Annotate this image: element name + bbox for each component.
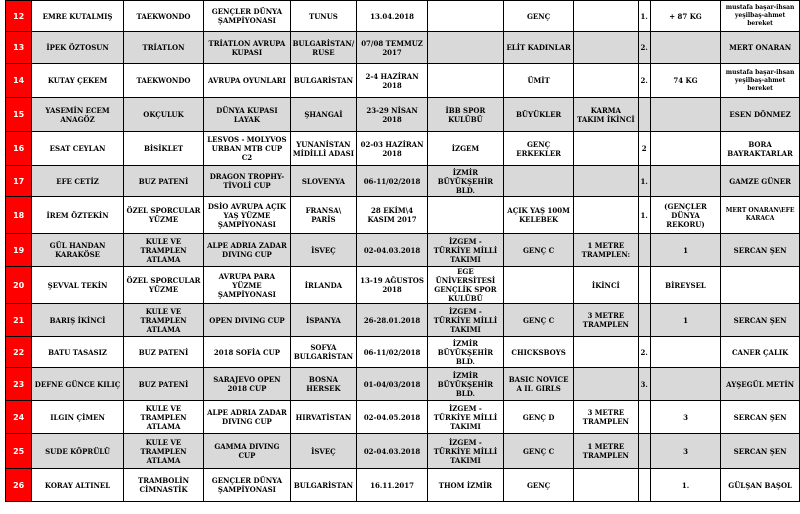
event-type-cell <box>574 32 638 64</box>
rank-cell: 2. <box>638 64 650 98</box>
rank-cell <box>638 401 650 434</box>
club-name-cell <box>427 32 503 64</box>
athlete-name-cell: KORAY ALTINEL <box>32 469 123 502</box>
row-number-cell: 25 <box>6 434 32 469</box>
coach-name-cell: AYŞEGÜL METİN <box>721 368 800 401</box>
sport-branch-cell: TRİATLON <box>123 32 204 64</box>
sport-branch-cell: BUZ PATENİ <box>123 166 204 197</box>
category-cell: GENÇ C <box>503 234 573 267</box>
event-date-cell: 23-29 NİSAN 2018 <box>357 98 428 132</box>
row-number-cell: 26 <box>6 469 32 502</box>
event-date-cell: 02-03 HAZİRAN 2018 <box>357 132 428 166</box>
coach-name-cell: mustafa başar-ihsan yeşilbaş-ahmet bereket <box>721 1 800 32</box>
row-number-cell: 15 <box>6 98 32 132</box>
row-number-cell: 13 <box>6 32 32 64</box>
extra-info-cell <box>650 337 720 368</box>
sport-branch-cell: KULE VE TRAMPLEN ATLAMA <box>123 304 204 337</box>
event-name-cell: GENÇLER DÜNYA ŞAMPİYONASI <box>204 1 290 32</box>
table-row <box>6 267 800 304</box>
row-number-cell: 24 <box>6 401 32 434</box>
event-type-cell: 1 METRE TRAMPLEN: <box>574 234 638 267</box>
category-cell: GENÇ <box>503 1 573 32</box>
event-location-cell: BOSNA HERSEK <box>290 368 357 401</box>
coach-name-cell: GÜLŞAN BAŞOL <box>721 469 800 502</box>
category-cell: ELİT KADINLAR <box>503 32 573 64</box>
rank-cell <box>638 434 650 469</box>
sport-branch-cell: KULE VE TRAMPLEN ATLAMA <box>123 234 204 267</box>
rank-cell: 1. <box>638 1 650 32</box>
event-type-cell <box>574 197 638 234</box>
event-name-cell: SARAJEVO OPEN 2018 CUP <box>204 368 290 401</box>
event-location-cell: İSVEÇ <box>290 434 357 469</box>
row-number-cell: 20 <box>6 267 32 304</box>
event-location-cell: FRANSA\ PARİS <box>290 197 357 234</box>
results-table <box>5 0 800 502</box>
event-location-cell: İSVEÇ <box>290 234 357 267</box>
event-name-cell: GAMMA DIVING CUP <box>204 434 290 469</box>
table-row <box>6 197 800 234</box>
athlete-name-cell: ILGIN ÇİMEN <box>32 401 123 434</box>
event-type-cell: 3 METRE TRAMPLEN <box>574 401 638 434</box>
event-date-cell: 02-04.03.2018 <box>357 234 428 267</box>
row-number-cell: 21 <box>6 304 32 337</box>
rank-cell: 1. <box>638 166 650 197</box>
club-name-cell: EGE ÜNİVERSİTESİ GENÇLİK SPOR KULÜBÜ <box>427 267 503 304</box>
sport-branch-cell: TRAMBOLİN CİMNASTİK <box>123 469 204 502</box>
club-name-cell: İZGEM - TÜRKİYE MİLLİ TAKIMI <box>427 434 503 469</box>
event-name-cell: OPEN DIVING CUP <box>204 304 290 337</box>
extra-info-cell <box>650 98 720 132</box>
sport-branch-cell: KULE VE TRAMPLEN ATLAMA <box>123 434 204 469</box>
rank-cell <box>638 304 650 337</box>
event-date-cell: 16.11.2017 <box>357 469 428 502</box>
coach-name-cell: SERCAN ŞEN <box>721 234 800 267</box>
event-name-cell: AVRUPA PARA YÜZME ŞAMPİYONASI <box>204 267 290 304</box>
coach-name-cell: ESEN DÖNMEZ <box>721 98 800 132</box>
sport-branch-cell: BUZ PATENİ <box>123 368 204 401</box>
event-date-cell: 01-04/03/2018 <box>357 368 428 401</box>
coach-name-cell: mustafa başar-ihsan yeşilbaş-ahmet bereket <box>721 64 800 98</box>
athlete-name-cell: BATU TASASIZ <box>32 337 123 368</box>
event-location-cell: TUNUS <box>290 1 357 32</box>
rank-cell <box>638 234 650 267</box>
table-row <box>6 1 800 32</box>
table-row <box>6 64 800 98</box>
event-location-cell: YUNANİSTAN MİDİLLİ ADASI <box>290 132 357 166</box>
category-cell: GENÇ ERKEKLER <box>503 132 573 166</box>
club-name-cell <box>427 64 503 98</box>
extra-info-cell: (GENÇLER DÜNYA REKORU) <box>650 197 720 234</box>
table-row <box>6 337 800 368</box>
event-type-cell <box>574 469 638 502</box>
table-row <box>6 98 800 132</box>
event-date-cell: 06-11/02/2018 <box>357 337 428 368</box>
event-location-cell: ŞHANGAİ <box>290 98 357 132</box>
coach-name-cell: GAMZE GÜNER <box>721 166 800 197</box>
row-number-cell: 17 <box>6 166 32 197</box>
row-number-cell: 16 <box>6 132 32 166</box>
event-location-cell: HIRVATİSTAN <box>290 401 357 434</box>
event-type-cell <box>574 132 638 166</box>
coach-name-cell: SERCAN ŞEN <box>721 434 800 469</box>
event-location-cell: İSPANYA <box>290 304 357 337</box>
table-row <box>6 32 800 64</box>
extra-info-cell: BİREYSEL <box>650 267 720 304</box>
club-name-cell: İZGEM <box>427 132 503 166</box>
event-name-cell: 2018 SOFİA CUP <box>204 337 290 368</box>
club-name-cell: THOM İZMİR <box>427 469 503 502</box>
athlete-name-cell: EMRE KUTALMIŞ <box>32 1 123 32</box>
athlete-name-cell: İPEK ÖZTOSUN <box>32 32 123 64</box>
event-location-cell: BULGARİSTAN <box>290 469 357 502</box>
extra-info-cell <box>650 132 720 166</box>
event-name-cell: LESVOS - MOLYVOS URBAN MTB CUP C2 <box>204 132 290 166</box>
rank-cell: 3. <box>638 368 650 401</box>
coach-name-cell: MERT ONARAN <box>721 32 800 64</box>
category-cell: AÇIK YAŞ 100M KELEBEK <box>503 197 573 234</box>
event-type-cell: 3 METRE TRAMPLEN <box>574 304 638 337</box>
athlete-name-cell: KUTAY ÇEKEM <box>32 64 123 98</box>
event-location-cell: SLOVENYA <box>290 166 357 197</box>
extra-info-cell <box>650 166 720 197</box>
category-cell: BASIC NOVICE A II. GIRLS <box>503 368 573 401</box>
extra-info-cell: 3 <box>650 401 720 434</box>
club-name-cell: İZMİR BÜYÜKŞEHİR BLD. <box>427 368 503 401</box>
table-row <box>6 434 800 469</box>
event-date-cell: 02-04.03.2018 <box>357 434 428 469</box>
event-type-cell <box>574 1 638 32</box>
event-name-cell: AVRUPA OYUNLARI <box>204 64 290 98</box>
extra-info-cell: 1. <box>650 469 720 502</box>
event-name-cell: TRİATLON AVRUPA KUPASI <box>204 32 290 64</box>
athlete-name-cell: EFE CETİZ <box>32 166 123 197</box>
category-cell: ÜMİT <box>503 64 573 98</box>
event-name-cell: ALPE ADRIA ZADAR DIVING CUP <box>204 401 290 434</box>
event-name-cell: ALPE ADRIA ZADAR DIVING CUP <box>204 234 290 267</box>
event-date-cell: 02-04.05.2018 <box>357 401 428 434</box>
athlete-name-cell: ŞEVVAL TEKİN <box>32 267 123 304</box>
athlete-name-cell: YASEMİN ECEM ANAGÖZ <box>32 98 123 132</box>
table-row <box>6 234 800 267</box>
rank-cell <box>638 469 650 502</box>
table-row <box>6 132 800 166</box>
coach-name-cell: SERCAN ŞEN <box>721 304 800 337</box>
coach-name-cell: CANER ÇALIK <box>721 337 800 368</box>
event-type-cell: İKİNCİ <box>574 267 638 304</box>
event-type-cell <box>574 166 638 197</box>
sport-branch-cell: TAEKWONDO <box>123 64 204 98</box>
event-date-cell: 2-4 HAZİRAN 2018 <box>357 64 428 98</box>
event-date-cell: 13-19 AĞUSTOS 2018 <box>357 267 428 304</box>
coach-name-cell: MERT ONARAN\EFE KARACA <box>721 197 800 234</box>
athlete-name-cell: BARIŞ İKİNCİ <box>32 304 123 337</box>
row-number-cell: 19 <box>6 234 32 267</box>
event-location-cell: BULGARİSTAN/ RUSE <box>290 32 357 64</box>
sport-branch-cell: BİSİKLET <box>123 132 204 166</box>
event-date-cell: 06-11/02/2018 <box>357 166 428 197</box>
rank-cell: 2. <box>638 32 650 64</box>
row-number-cell: 12 <box>6 1 32 32</box>
sport-branch-cell: ÖZEL SPORCULAR YÜZME <box>123 267 204 304</box>
event-type-cell <box>574 64 638 98</box>
category-cell: GENÇ C <box>503 304 573 337</box>
extra-info-cell: 3 <box>650 434 720 469</box>
club-name-cell <box>427 1 503 32</box>
extra-info-cell: 1 <box>650 234 720 267</box>
club-name-cell: İBB SPOR KULÜBÜ <box>427 98 503 132</box>
extra-info-cell <box>650 368 720 401</box>
athlete-name-cell: DEFNE GÜNCE KILIÇ <box>32 368 123 401</box>
event-date-cell: 13.04.2018 <box>357 1 428 32</box>
row-number-cell: 14 <box>6 64 32 98</box>
club-name-cell: İZGEM - TÜRKİYE MİLLİ TAKIMI <box>427 234 503 267</box>
sport-branch-cell: BUZ PATENİ <box>123 337 204 368</box>
category-cell: BÜYÜKLER <box>503 98 573 132</box>
event-type-cell: 1 METRE TRAMPLEN <box>574 434 638 469</box>
coach-name-cell: BORA BAYRAKTARLAR <box>721 132 800 166</box>
event-type-cell <box>574 337 638 368</box>
extra-info-cell: 1 <box>650 304 720 337</box>
table-row <box>6 166 800 197</box>
category-cell <box>503 166 573 197</box>
rank-cell <box>638 98 650 132</box>
table-row <box>6 401 800 434</box>
table-body <box>6 1 800 502</box>
category-cell: GENÇ D <box>503 401 573 434</box>
extra-info-cell <box>650 32 720 64</box>
club-name-cell: İZGEM - TÜRKİYE MİLLİ TAKIMI <box>427 401 503 434</box>
row-number-cell: 22 <box>6 337 32 368</box>
category-cell <box>503 267 573 304</box>
table-row <box>6 368 800 401</box>
event-name-cell: GENÇLER DÜNYA ŞAMPİYONASI <box>204 469 290 502</box>
rank-cell: 1. <box>638 197 650 234</box>
athlete-name-cell: ESAT CEYLAN <box>32 132 123 166</box>
club-name-cell: İZGEM - TÜRKİYE MİLLİ TAKIMI <box>427 304 503 337</box>
row-number-cell: 23 <box>6 368 32 401</box>
table-row <box>6 469 800 502</box>
sport-branch-cell: ÖZEL SPORCULAR YÜZME <box>123 197 204 234</box>
event-location-cell: SOFYA BULGARİSTAN <box>290 337 357 368</box>
rank-cell: 2 <box>638 132 650 166</box>
table-row <box>6 304 800 337</box>
rank-cell: 2. <box>638 337 650 368</box>
event-date-cell: 26-28.01.2018 <box>357 304 428 337</box>
event-name-cell: DSİO AVRUPA AÇIK YAŞ YÜZME ŞAMPİYONASI <box>204 197 290 234</box>
club-name-cell: İZMİR BÜYÜKŞEHİR BLD. <box>427 337 503 368</box>
event-name-cell: DRAGON TROPHY- TİVOLİ CUP <box>204 166 290 197</box>
coach-name-cell: SERCAN ŞEN <box>721 401 800 434</box>
category-cell: CHICKSBOYS <box>503 337 573 368</box>
sport-branch-cell: OKÇULUK <box>123 98 204 132</box>
athlete-name-cell: GÜL HANDAN KARAKÖSE <box>32 234 123 267</box>
event-type-cell <box>574 368 638 401</box>
event-type-cell: KARMA TAKIM İKİNCİ <box>574 98 638 132</box>
sport-branch-cell: TAEKWONDO <box>123 1 204 32</box>
extra-info-cell: 74 KG <box>650 64 720 98</box>
sport-branch-cell: KULE VE TRAMPLEN ATLAMA <box>123 401 204 434</box>
event-location-cell: İRLANDA <box>290 267 357 304</box>
category-cell: GENÇ <box>503 469 573 502</box>
event-location-cell: BULGARİSTAN <box>290 64 357 98</box>
athlete-name-cell: İREM ÖZTEKİN <box>32 197 123 234</box>
athlete-name-cell: SUDE KÖPRÜLÜ <box>32 434 123 469</box>
event-date-cell: 07/08 TEMMUZ 2017 <box>357 32 428 64</box>
extra-info-cell: + 87 KG <box>650 1 720 32</box>
event-date-cell: 28 EKİM\4 KASIM 2017 <box>357 197 428 234</box>
event-name-cell: DÜNYA KUPASI LAYAK <box>204 98 290 132</box>
club-name-cell <box>427 197 503 234</box>
coach-name-cell <box>721 267 800 304</box>
category-cell: GENÇ C <box>503 434 573 469</box>
row-number-cell: 18 <box>6 197 32 234</box>
rank-cell <box>638 267 650 304</box>
club-name-cell: İZMİR BÜYÜKŞEHİR BLD. <box>427 166 503 197</box>
